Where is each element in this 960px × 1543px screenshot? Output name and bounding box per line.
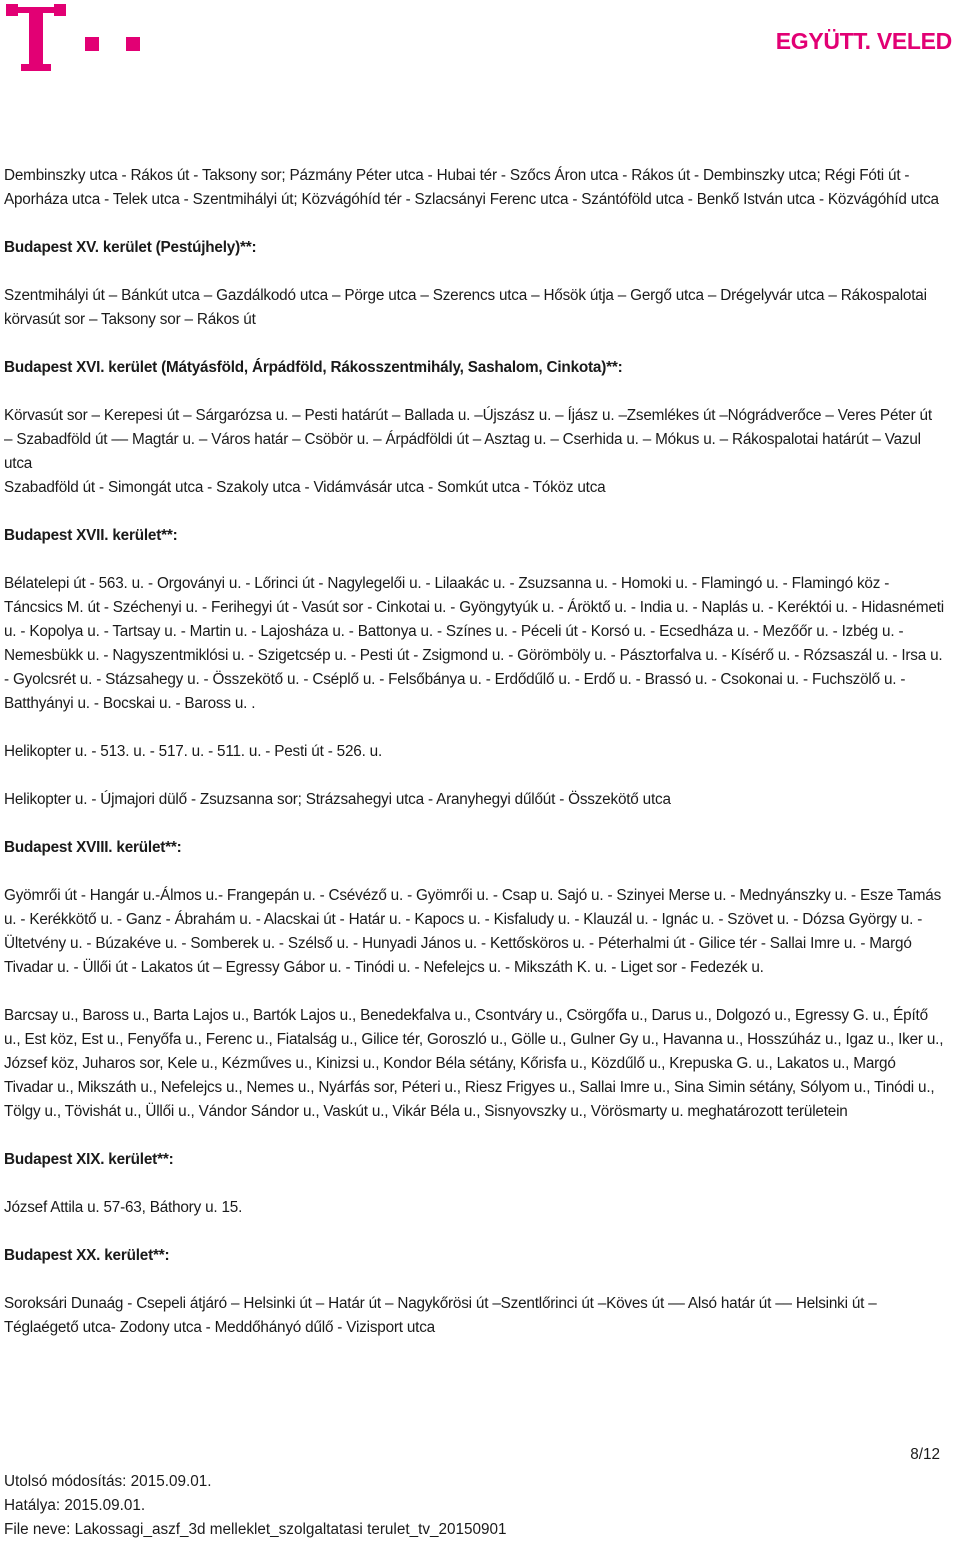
section-title-xvi: Budapest XVI. kerület (Mátyásföld, Árpádföld, Rákosszentmihály, Sashalom, Cinkota)**: — [4, 359, 623, 376]
file-name: File neve: Lakossagi_aszf_3d melleklet_szolgaltatasi terulet_tv_20150901 — [4, 1521, 507, 1538]
section-title-xviii: Budapest XVIII. kerület**: — [4, 839, 182, 856]
section-text-xvii-3: Helikopter u. - Újmajori dülő - Zsuzsanna sor; Strázsahegyi utca - Aranyhegyi dűlőút - Összekötő utca — [4, 791, 671, 808]
page-number: 8/12 — [910, 1446, 940, 1463]
section-text-xix: József Attila u. 57-63, Báthory u. 15. — [4, 1199, 243, 1216]
section-title-xv: Budapest XV. kerület (Pestújhely)**: — [4, 239, 257, 256]
intro-paragraph: Dembinszky utca - Rákos út - Taksony sor; Pázmány Péter utca - Hubai tér - Szőcs Áron utca - Rákos út - Dembinszky utca; Régi Fóti út - Aporháza utca - Telek utca - Szentmihályi út; Közvágóhíd tér - Szlacsányi Ferenc utca - Szántóföld utca - Benkő István utca - Közvágóhíd utca — [4, 167, 939, 208]
section-text-xv: Szentmihályi út – Bánkút utca – Gazdálkodó utca – Pörge utca – Szerencs utca – Hősök útja – Gergő utca – Drégelyvár utca – Rákospalotai körvasút sor – Taksony sor – Rákos út — [4, 287, 927, 328]
page-header — [0, 0, 960, 80]
telekom-logo-icon — [6, 4, 146, 74]
section-title-xix: Budapest XIX. kerület**: — [4, 1151, 174, 1168]
section-text-xviii-1: Gyömrői út - Hangár u.-Álmos u.- Frangepán u. - Csévéző u. - Gyömrői u. - Csap u. Sajó u. - Szinyei Merse u. - Mednyánszky u. - Esze Tamás u. - Kerékkötő u. - Ganz - Ábrahám u. - Alacskai út - Határ u. - Kapocs u. - Kisfaludy u. - Klauzál u. - Ignác u. - Szövet u. - Dózsa György u. - Ültetvény u. - Búzakéve u. - Somberek u. - Szélső u. - Hunyadi János u. - Kettősköros u. - Péterhalmi út - Gilice tér - Sallai Imre u. - Margó Tivadar u. - Üllői út - Lakatos út – Egressy Gábor u. - Tinódi u. - Nefelejcs u. - Mikszáth K. u. - Liget sor - Fedezék u. — [4, 887, 942, 976]
section-text-xvi-2: Szabadföld út - Simongát utca - Szakoly utca - Vidámvásár utca - Somkút utca - Tóköz utca — [4, 479, 606, 496]
section-text-xvii-2: Helikopter u. - 513. u. - 517. u. - 511. u. - Pesti út - 526. u. — [4, 743, 383, 760]
slogan: EGYÜTT. VELED — [775, 28, 952, 54]
effective-date: Hatálya: 2015.09.01. — [4, 1497, 146, 1514]
page-footer — [4, 1470, 944, 1542]
document-body — [4, 164, 944, 1364]
last-modified: Utolsó módosítás: 2015.09.01. — [4, 1473, 212, 1490]
section-text-xx: Soroksári Dunaág - Csepeli átjáró – Helsinki út – Határ út – Nagykőrösi út –Szentlőrinci út –Köves út –– Alsó határ út –– Helsinki út – Téglaégető utca- Zodony utca - Meddőhányó dűlő - Vizisport utca — [4, 1295, 877, 1336]
section-title-xx: Budapest XX. kerület**: — [4, 1247, 170, 1264]
section-title-xvii: Budapest XVII. kerület**: — [4, 527, 178, 544]
section-text-xviii-2: Barcsay u., Baross u., Barta Lajos u., Bartók Lajos u., Benedekfalva u., Csontváry u., Csörgőfa u., Darus u., Dolgozó u., Egressy G. u., Építő u., Est köz, Est u., Fenyőfa u., Ferenc u., Fiatalság u., Gilice tér, Goroszló u., Gölle u., Gulner Gy u., Havanna u., Hosszúház u., Igaz u., Iker u., József köz, Juharos sor, Kele u., Kézműves u., Kinizsi u., Kondor Béla sétány, Kőrisfa u., Közdűlő u., Krepuska G. u., Lakatos u., Margó Tivadar u., Mikszáth u., Nefelejcs u., Nemes u., Nyárfás sor, Péteri u., Riesz Frigyes u., Sallai Imre u., Sina Simin sétány, Sólyom u., Tinódi u., Tölgy u., Tövishát u., Üllői u., Vándor Sándor u., Vaskút u., Vikár Béla u., Sisnyovszky u., Vörösmarty u. meghatározott területein — [4, 1007, 944, 1120]
section-text-xvii-1: Bélatelepi út - 563. u. - Orgoványi u. - Lőrinci út - Nagylegelői u. - Lilaakác u. - Zsuzsanna u. - Homoki u. - Flamingó u. - Flamingó köz - Táncsics M. út - Széchenyi u. - Ferihegyi út - Vasút sor - Cinkotai u. - Gyöngytyúk u. - Áröktő u. - India u. - Naplás u. - Keréktói u. - Hidasnémeti u. - Kopolya u. - Tartsay u. - Martin u. - Lajosháza u. - Battonya u. - Színes u. - Péceli út - Korsó u. - Ecsedháza u. - Mezőőr u. - Izbég u. - Nemesbükk u. - Nagyszentmiklósi u. - Szigetcsép u. - Pesti út - Zsigmond u. - Görömböly u. - Pásztorfalva u. - Kísérő u. - Rózsaszál u. - Irsa u. - Gyolcsrét u. - Stázsahegy u. - Összekötő u. - Cséplő u. - Felsőbánya u. - Erdődűlő u. - Erdő u. - Brassó u. - Csokonai u. - Fuchszölő u. - Batthyányi u. - Bocskai u. - Baross u. . — [4, 575, 944, 712]
section-text-xvi-1: Körvasút sor – Kerepesi út – Sárgarózsa u. – Pesti határút – Ballada u. –Újszász u. – Íjász u. –Zsemlékes út –Nógrádverőce – Veres Péter út – Szabadföld út –– Magtár u. – Város határ – Csöbör u. – Árpádföldi út – Asztag u. – Cserhida u. – Mókus u. – Rákospalotai határút – Vazul utca — [4, 407, 932, 472]
